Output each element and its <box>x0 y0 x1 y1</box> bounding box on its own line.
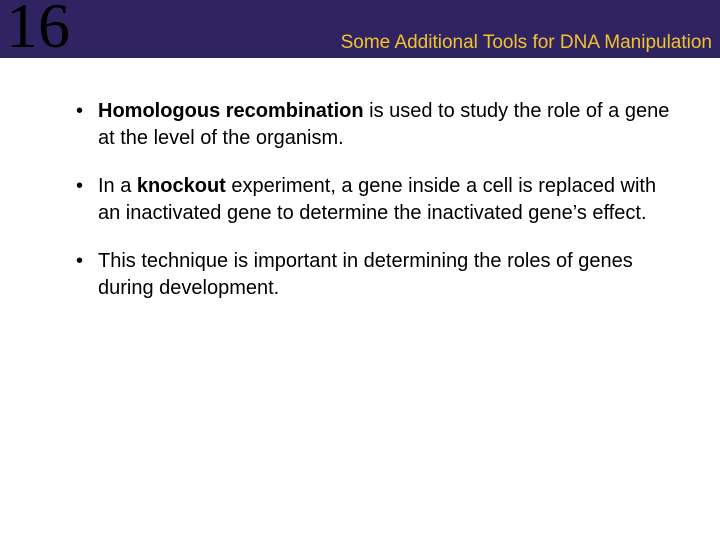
bullet-text-after: experiment, a gene inside a cell is replaced with an inactivated gene to determine the inactivated gene’s effect. <box>98 175 657 224</box>
bullet-bold-term: Homologous recombination <box>98 100 364 122</box>
bullet-text-before: This technique is important in determining the roles of genes during development. <box>98 250 633 299</box>
bullet-item <box>76 248 676 302</box>
bullet-bold-term: knockout <box>136 175 226 197</box>
bullet-marker: • <box>76 100 84 122</box>
bullet-item <box>76 98 676 152</box>
bullet-text-before: In a <box>98 175 137 197</box>
chapter-number: 16 <box>6 0 70 61</box>
bullet-marker: • <box>76 250 84 272</box>
bullet-text-after: is used to study the role of a gene at the level of the organism. <box>98 100 670 149</box>
slide-title: Some Additional Tools for DNA Manipulation <box>340 32 712 53</box>
bullet-marker: • <box>76 175 84 197</box>
bullet-list <box>76 98 676 323</box>
bullet-item <box>76 173 676 227</box>
